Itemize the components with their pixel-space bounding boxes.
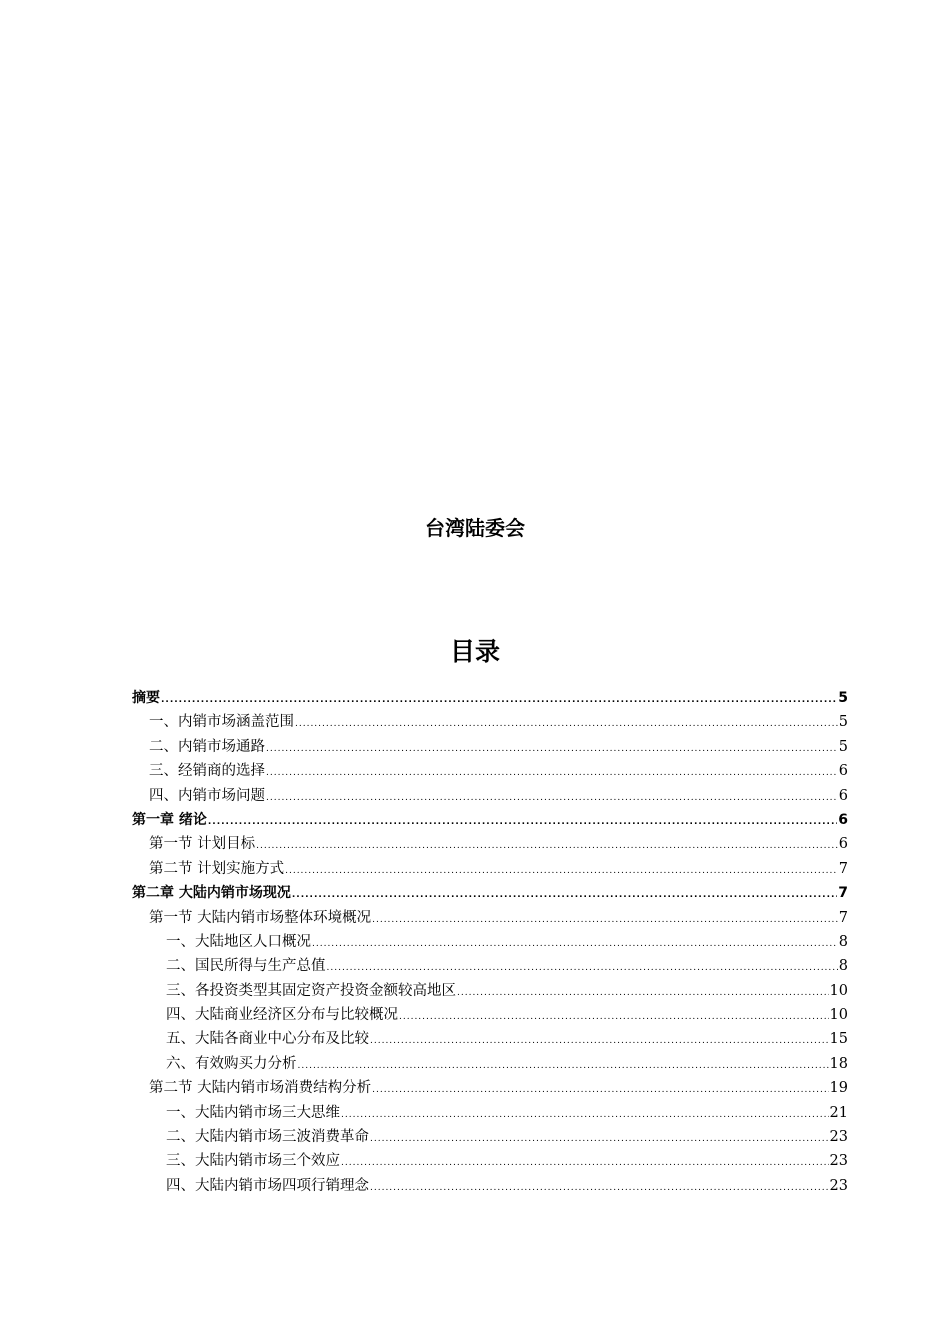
toc-entry-page: 10 bbox=[829, 1007, 848, 1024]
toc-leader-dots bbox=[372, 908, 838, 932]
toc-entry[interactable] bbox=[132, 808, 848, 832]
table-of-contents bbox=[132, 686, 848, 1198]
toc-entry[interactable] bbox=[132, 1174, 848, 1198]
toc-entry-title: 四、大陆商业经济区分布与比较概况 bbox=[166, 1007, 398, 1024]
toc-entry-title: 第一节 大陆内销市场整体环境概况 bbox=[149, 909, 372, 926]
toc-entry-page: 8 bbox=[838, 958, 848, 975]
toc-entry-page: 19 bbox=[829, 1080, 848, 1097]
toc-entry-page: 23 bbox=[829, 1177, 848, 1194]
toc-leader-dots bbox=[341, 1103, 829, 1127]
toc-entry[interactable] bbox=[132, 784, 848, 808]
toc-entry-page: 7 bbox=[838, 885, 848, 902]
toc-entry-page: 21 bbox=[829, 1104, 848, 1121]
toc-entry-title: 二、国民所得与生产总值 bbox=[166, 958, 326, 975]
toc-entry[interactable] bbox=[132, 1101, 848, 1125]
toc-entry-title: 第二节 大陆内销市场消费结构分析 bbox=[149, 1080, 372, 1097]
toc-entry-page: 7 bbox=[838, 909, 848, 926]
toc-entry[interactable] bbox=[132, 954, 848, 978]
toc-entry-page: 10 bbox=[829, 982, 848, 999]
toc-entry[interactable] bbox=[132, 930, 848, 954]
toc-entry-title: 一、内销市场涵盖范围 bbox=[149, 714, 294, 731]
toc-entry-title: 第一节 计划目标 bbox=[149, 836, 256, 853]
toc-leader-dots bbox=[295, 712, 838, 736]
toc-leader-dots bbox=[370, 1127, 829, 1151]
toc-entry-page: 5 bbox=[838, 738, 848, 755]
toc-entry[interactable] bbox=[132, 881, 848, 905]
toc-entry-title: 五、大陆各商业中心分布及比较 bbox=[166, 1031, 369, 1048]
toc-entry-title: 第一章 绪论 bbox=[132, 811, 207, 828]
toc-entry-page: 18 bbox=[829, 1055, 848, 1072]
toc-leader-dots bbox=[370, 1029, 829, 1053]
toc-entry-page: 23 bbox=[829, 1129, 848, 1146]
toc-leader-dots bbox=[298, 1054, 829, 1078]
toc-entry-page: 6 bbox=[838, 836, 848, 853]
toc-entry[interactable] bbox=[132, 832, 848, 856]
toc-leader-dots bbox=[372, 1078, 828, 1102]
toc-entry-page: 15 bbox=[829, 1031, 848, 1048]
organization-title: 台湾陆委会 bbox=[425, 516, 525, 540]
toc-entry-page: 6 bbox=[838, 763, 848, 780]
toc-leader-dots bbox=[370, 1176, 829, 1200]
toc-leader-dots bbox=[341, 1151, 829, 1175]
toc-leader-dots bbox=[266, 786, 838, 810]
toc-entry-page: 5 bbox=[838, 714, 848, 731]
toc-entry-page: 6 bbox=[838, 787, 848, 804]
toc-title: 目录 bbox=[449, 637, 500, 666]
toc-leader-dots bbox=[266, 761, 838, 785]
toc-entry-title: 三、经销商的选择 bbox=[149, 763, 265, 780]
toc-entry-title: 三、各投资类型其固定资产投资金额较高地区 bbox=[166, 982, 456, 999]
toc-leader-dots bbox=[312, 932, 838, 956]
toc-entry-title: 第二章 大陆内销市场现况 bbox=[132, 885, 291, 902]
toc-entry-title: 二、内销市场通路 bbox=[149, 738, 265, 755]
toc-entry-page: 23 bbox=[829, 1153, 848, 1170]
toc-entry-page: 7 bbox=[838, 860, 848, 877]
toc-leader-dots bbox=[161, 688, 837, 712]
toc-entry[interactable] bbox=[132, 906, 848, 930]
toc-entry-title: 一、大陆地区人口概况 bbox=[166, 933, 311, 950]
toc-entry[interactable] bbox=[132, 759, 848, 783]
toc-entry-title: 四、大陆内销市场四项行销理念 bbox=[166, 1177, 369, 1194]
toc-entry-page: 6 bbox=[838, 811, 848, 828]
toc-entry-title: 三、大陆内销市场三个效应 bbox=[166, 1153, 340, 1170]
toc-entry-title: 二、大陆内销市场三波消费革命 bbox=[166, 1129, 369, 1146]
toc-entry[interactable] bbox=[132, 710, 848, 734]
toc-entry[interactable] bbox=[132, 1076, 848, 1100]
toc-leader-dots bbox=[285, 859, 838, 883]
toc-leader-dots bbox=[457, 981, 829, 1005]
toc-entry[interactable] bbox=[132, 1027, 848, 1051]
toc-entry-title: 六、有效购买力分析 bbox=[166, 1055, 297, 1072]
toc-entry[interactable] bbox=[132, 686, 848, 710]
toc-entry-title: 四、内销市场问题 bbox=[149, 787, 265, 804]
toc-entry[interactable] bbox=[132, 1003, 848, 1027]
toc-entry-title: 第二节 计划实施方式 bbox=[149, 860, 285, 877]
toc-leader-dots bbox=[266, 737, 838, 761]
toc-entry-title: 摘要 bbox=[132, 690, 160, 706]
toc-leader-dots bbox=[208, 810, 837, 834]
toc-leader-dots bbox=[256, 834, 838, 858]
toc-entry-title: 一、大陆内销市场三大思维 bbox=[166, 1104, 340, 1121]
toc-leader-dots bbox=[399, 1005, 829, 1029]
toc-entry-page: 8 bbox=[838, 933, 848, 950]
toc-entry-page: 5 bbox=[838, 690, 848, 706]
toc-entry[interactable] bbox=[132, 735, 848, 759]
toc-entry[interactable] bbox=[132, 1052, 848, 1076]
toc-entry[interactable] bbox=[132, 857, 848, 881]
toc-leader-dots bbox=[292, 883, 837, 907]
toc-entry[interactable] bbox=[132, 979, 848, 1003]
toc-entry[interactable] bbox=[132, 1149, 848, 1173]
toc-entry[interactable] bbox=[132, 1125, 848, 1149]
toc-leader-dots bbox=[327, 956, 838, 980]
